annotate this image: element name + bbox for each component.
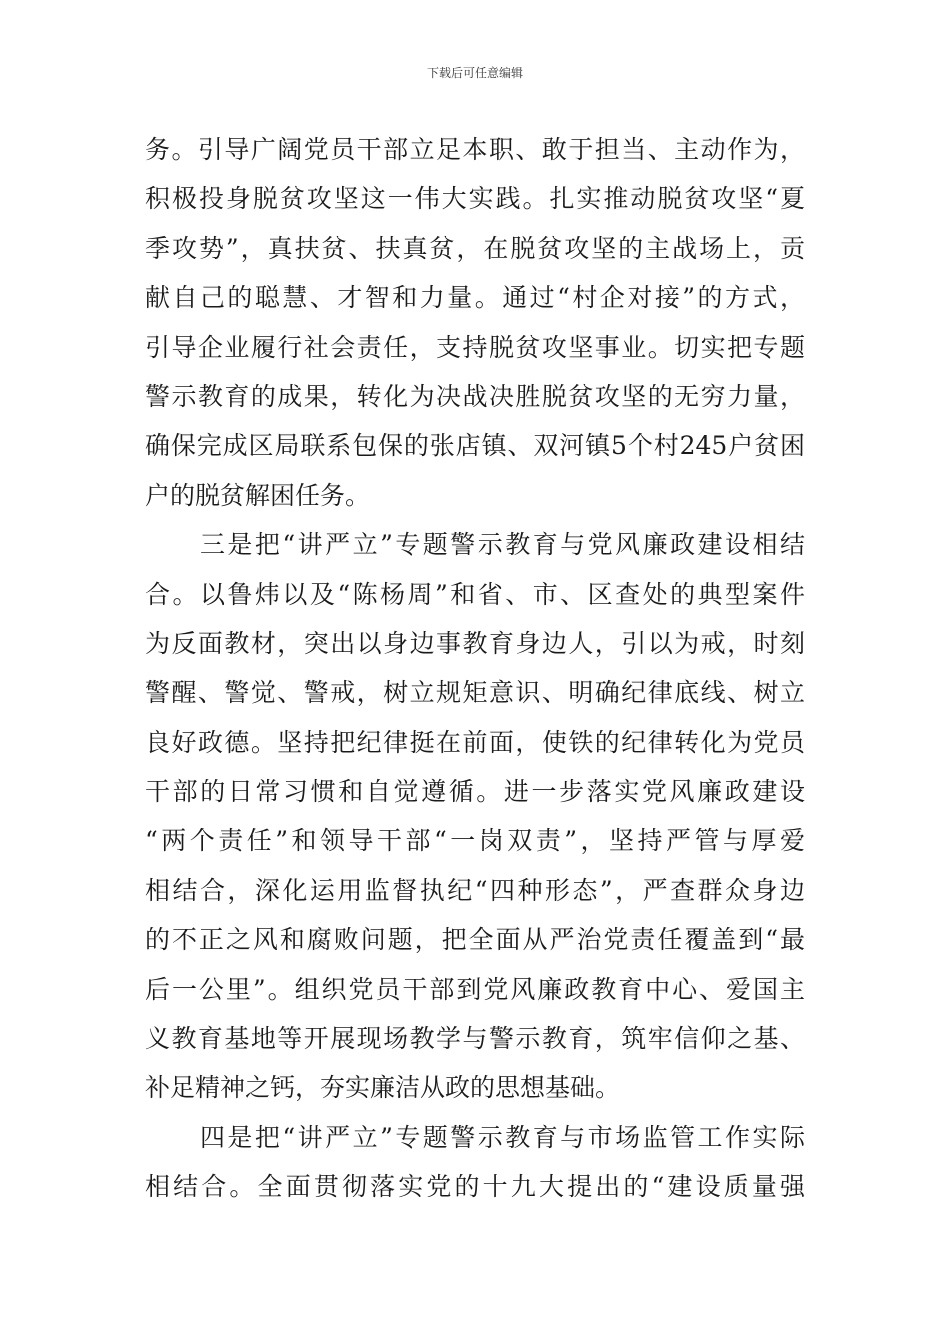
text-line: 警示教育的成果，转化为决战决胜脱贫攻坚的无穷力量，: [145, 381, 805, 411]
text-line: 警醒、警觉、警戒，树立规矩意识、明确纪律底线、树立: [145, 678, 805, 708]
text-line: 献自己的聪慧、才智和力量。通过“村企对接”的方式，: [145, 283, 805, 313]
text-line: 季攻势”，真扶贫、扶真贫，在脱贫攻坚的主战场上，贡: [145, 233, 805, 263]
text-line: 合。以鲁炜以及“陈杨周”和省、市、区查处的典型案件: [145, 579, 805, 609]
text-line: 户的脱贫解困任务。: [145, 480, 371, 510]
text-line: 积极投身脱贫攻坚这一伟大实践。扎实推动脱贫攻坚“夏: [145, 184, 805, 214]
text-line: 补足精神之钙，夯实廉洁从政的思想基础。: [145, 1073, 621, 1103]
text-line: 为反面教材，突出以身边事教育身边人，引以为戒，时刻: [145, 628, 805, 658]
text-line: 相结合。全面贯彻落实党的十九大提出的“建设质量强: [145, 1172, 805, 1202]
text-line: “两个责任”和领导干部“一岗双责”，坚持严管与厚爱: [145, 826, 805, 856]
text-line: 干部的日常习惯和自觉遵循。进一步落实党风廉政建设: [145, 777, 805, 807]
text-line: 三是把“讲严立”专题警示教育与党风廉政建设相结: [145, 530, 805, 560]
text-line: 的不正之风和腐败问题，把全面从严治党责任覆盖到“最: [145, 925, 805, 955]
text-line: 后一公里”。组织党员干部到党风廉政教育中心、爱国主: [145, 974, 805, 1004]
page-header: 下载后可任意编辑: [426, 66, 523, 80]
text-line: 确保完成区局联系包保的张店镇、双河镇5个村245户贫困: [145, 431, 805, 461]
text-line: 务。引导广阔党员干部立足本职、敢于担当、主动作为，: [145, 135, 805, 164]
text-line: 义教育基地等开展现场教学与警示教育，筑牢信仰之基、: [145, 1024, 805, 1054]
text-line: 相结合，深化运用监督执纪“四种形态”，严查群众身边: [145, 875, 805, 905]
text-line: 四是把“讲严立”专题警示教育与市场监管工作实际: [145, 1122, 805, 1152]
text-line: 良好政德。坚持把纪律挺在前面，使铁的纪律转化为党员: [145, 727, 805, 757]
document-body: [145, 125, 805, 1212]
text-line: 引导企业履行社会责任，支持脱贫攻坚事业。切实把专题: [145, 332, 805, 362]
